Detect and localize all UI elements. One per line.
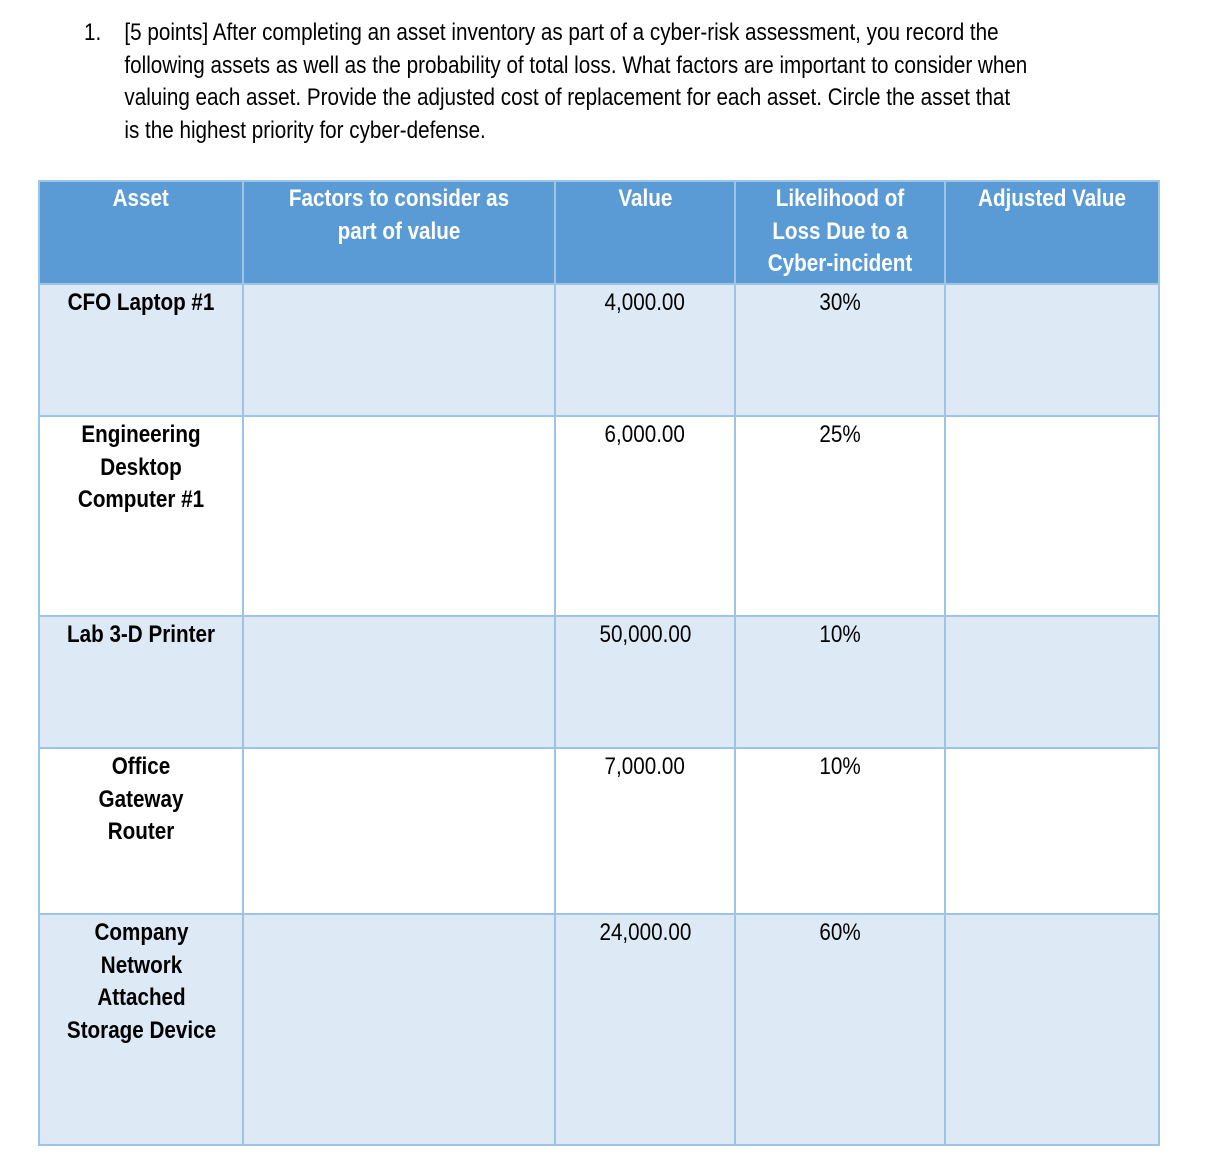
value-cell: 7,000.00: [555, 748, 735, 914]
value-cell: 6,000.00: [555, 416, 735, 616]
adjusted-value-cell[interactable]: [945, 416, 1159, 616]
likelihood-cell: 30%: [735, 284, 945, 416]
factors-cell[interactable]: [243, 616, 555, 748]
header-adjusted-value: Adjusted Value: [945, 181, 1159, 284]
header-asset: Asset: [39, 181, 243, 284]
adjusted-value-cell[interactable]: [945, 284, 1159, 416]
adjusted-value-cell[interactable]: [945, 616, 1159, 748]
asset-cell: Engineering Desktop Computer #1: [39, 416, 243, 616]
factors-cell[interactable]: [243, 416, 555, 616]
value-cell: 4,000.00: [555, 284, 735, 416]
value-cell: 50,000.00: [555, 616, 735, 748]
question-text: [5 points] After completing an asset inventory as part of a cyber-risk assessment, you record the following assets as well as the probability of total loss. What factors are important to consider when valuing each asset. Provide the adjusted cost of replacement for each asset. Circle the asset that is the highest priority for cyber-defense.: [124, 19, 1028, 144]
asset-table: [38, 180, 1160, 1146]
header-value: Value: [555, 181, 735, 284]
likelihood-cell: 10%: [735, 748, 945, 914]
value-cell: 24,000.00: [555, 914, 735, 1145]
asset-cell: Lab 3-D Printer: [39, 616, 243, 748]
asset-cell: Office Gateway Router: [39, 748, 243, 914]
likelihood-cell: 25%: [735, 416, 945, 616]
header-likelihood: Likelihood of Loss Due to a Cyber-incident: [735, 181, 945, 284]
table-row: [39, 616, 1159, 748]
table-row: [39, 748, 1159, 914]
likelihood-cell: 10%: [735, 616, 945, 748]
question-block: [84, 17, 1030, 147]
table-row: [39, 284, 1159, 416]
asset-cell: CFO Laptop #1: [39, 284, 243, 416]
question-number: 1.: [84, 19, 102, 46]
factors-cell[interactable]: [243, 914, 555, 1145]
factors-cell[interactable]: [243, 284, 555, 416]
adjusted-value-cell[interactable]: [945, 914, 1159, 1145]
factors-cell[interactable]: [243, 748, 555, 914]
adjusted-value-cell[interactable]: [945, 748, 1159, 914]
table-header-row: [39, 181, 1159, 284]
asset-cell: Company Network Attached Storage Device: [39, 914, 243, 1145]
likelihood-cell: 60%: [735, 914, 945, 1145]
table-row: [39, 914, 1159, 1145]
header-factors: Factors to consider as part of value: [243, 181, 555, 284]
table-row: [39, 416, 1159, 616]
